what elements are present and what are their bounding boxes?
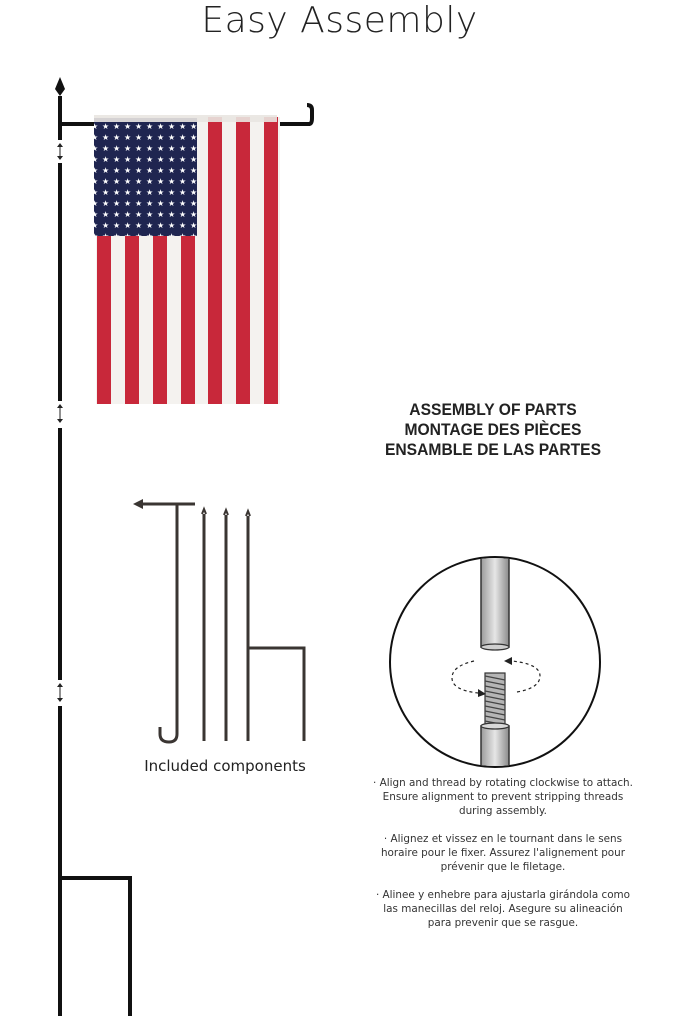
heading-french: MONTAGE DES PIÈCES [404, 420, 582, 439]
pole-segment-upper [58, 163, 62, 401]
ground-stake [60, 878, 130, 1016]
assembly-heading [371, 400, 616, 460]
included-components [133, 499, 304, 742]
component-stake [248, 516, 304, 741]
finial-icon [55, 77, 65, 96]
heading-spanish: ENSAMBLE DE LAS PARTES [384, 440, 602, 459]
connector-arrow-icon [57, 143, 63, 160]
connector-arrow-icon [57, 683, 63, 702]
thread-detail-diagram [390, 550, 600, 786]
instruction-spanish: · Alinee y enhebre para ajustarla girándola como las manecillas del reloj. Asegure su alineación para prevenir que se rasgue. [375, 889, 631, 929]
flag-arm-hook [300, 105, 312, 124]
pole-segment-lower [58, 706, 62, 1016]
instruction-french: · Alignez et vissez en le tournant dans le sens horaire pour le fixer. Assurez l'alignement pour prévenir que le filetage. [380, 833, 626, 873]
page-title: Easy Assembly [201, 0, 478, 41]
american-flag [94, 115, 280, 404]
flag-sleeve [94, 115, 277, 122]
component-hook-rod [160, 504, 177, 742]
pole-segment-middle [58, 428, 62, 680]
heading-english: ASSEMBLY OF PARTS [409, 400, 577, 419]
threaded-screw-icon [485, 673, 505, 726]
upper-tube [481, 550, 509, 647]
assembly-instructions [372, 776, 634, 944]
connector-arrow-icon [57, 404, 63, 423]
components-caption: Included components [144, 757, 306, 775]
instruction-english: · Align and thread by rotating clockwise to attach. Ensure alignment to prevent stripping threads during assembly. [373, 777, 633, 817]
pole-segment-top [58, 96, 62, 140]
